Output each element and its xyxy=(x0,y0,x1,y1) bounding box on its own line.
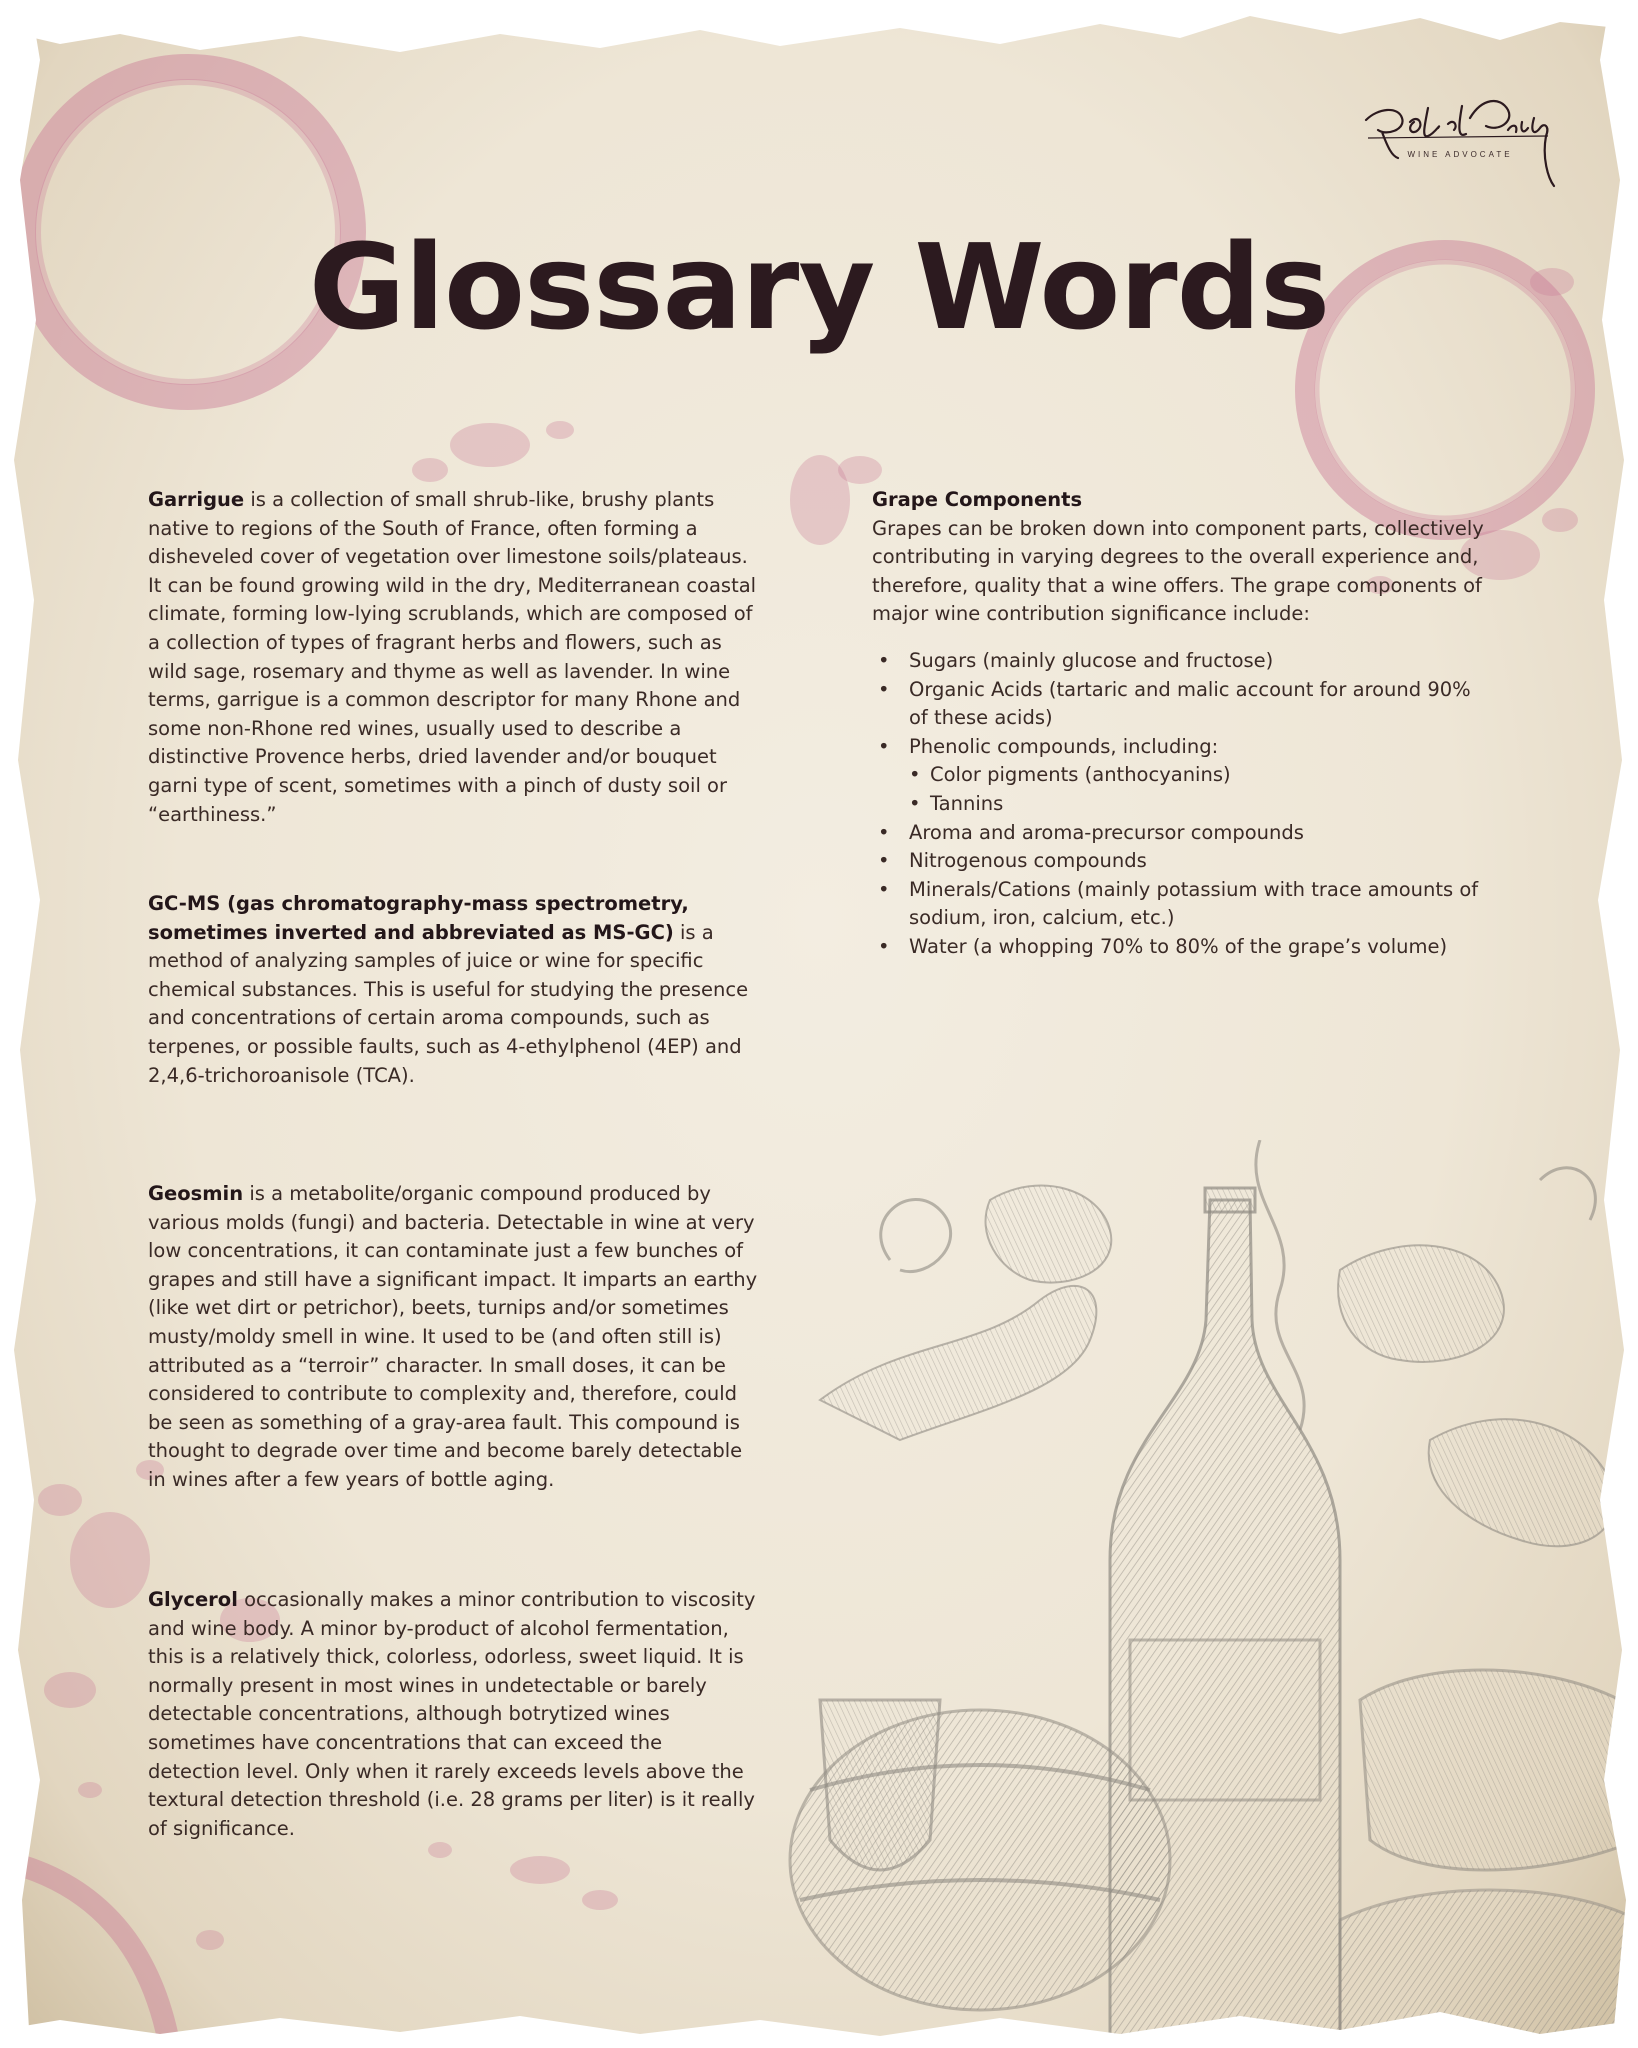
list-item-label: Phenolic compounds, including: xyxy=(909,734,1219,758)
entry-term: GC-MS (gas chromatography-mass spectrometry, sometimes inverted and abbreviated as MS-GC) xyxy=(148,892,689,944)
glossary-entry-garrigue xyxy=(148,486,760,829)
grape-components-section xyxy=(872,486,1487,962)
entry-definition: is a collection of small shrub-like, brushy plants native to regions of the South of France, often forming a disheveled cover of vegetation over limestone soils/plateaus. It can be found growing wild in the dry, Mediterranean coastal climate, forming low-lying scrublands, which are composed of a collection of types of fragrant herbs and flowers, such as wild sage, rosemary and thyme as well as lavender. In wine terms, garrigue is a common descriptor for many Rhone and some non-Rhone red wines, usually used to describe a distinctive Provence herbs, dried lavender and/or bouquet garni type of scent, sometimes with a pinch of dusty soil or “earthiness.” xyxy=(148,488,757,826)
entry-definition: is a method of analyzing samples of juice or wine for specific chemical substances. This is useful for studying the presence and concentrations of certain aroma compounds, such as terpenes, or possible faults, such as 4-ethylphenol (4EP) and 2,4,6-trichoroanisole (TCA). xyxy=(148,920,749,1087)
components-list xyxy=(872,647,1487,962)
sub-list-item: • Tannins xyxy=(909,790,1487,819)
sub-list-item: • Color pigments (anthocyanins) xyxy=(909,761,1487,790)
list-item: • Nitrogenous compounds xyxy=(872,847,1487,876)
list-item-phenolic xyxy=(872,733,1487,819)
list-item: • Water (a whopping 70% to 80% of the grape’s volume) xyxy=(872,933,1487,962)
phenolic-sublist xyxy=(909,761,1487,818)
glossary-entry-geosmin xyxy=(148,1180,760,1495)
section-heading: Grape Components xyxy=(872,488,1083,511)
entry-definition: occasionally makes a minor contribution to viscosity and wine body. A minor by-product of alcohol fermentation, this is a relatively thick, colorless, odorless, sweet liquid. It is normally present in most wines in undetectable or barely detectable concentrations, although botrytized wines sometimes have concentrations that can exceed the detection level. Only when it rarely exceeds levels above the textural detection threshold (i.e. 28 grams per liter) is it really of significance. xyxy=(148,1588,756,1840)
wine-bottle-engraving-illustration xyxy=(780,1140,1638,2048)
signature-mark xyxy=(1358,78,1568,188)
glossary-entry-glycerol xyxy=(148,1586,760,1843)
entry-term: Garrigue xyxy=(148,488,245,511)
entry-definition: is a metabolite/organic compound produced by various molds (fungi) and bacteria. Detectable in wine at very low concentrations, it can contaminate just a few bunches of grapes and still have a significant impact. It imparts an earthy (like wet dirt or petrichor), beets, turnips and/or sometimes musty/moldy smell in wine. It used to be (and often still is) attributed as a “terroir” character. In small doses, it can be considered to contribute to complexity and, therefore, could be seen as something of a gray-area fault. This compound is thought to degrade over time and become barely detectable in wines after a few years of bottle aging. xyxy=(148,1182,758,1491)
glossary-entry-gc-ms xyxy=(148,890,760,1090)
list-item: • Sugars (mainly glucose and fructose) xyxy=(872,647,1487,676)
wine-advocate-tagline: WINE ADVOCATE xyxy=(1407,150,1513,159)
section-intro: Grapes can be broken down into component parts, collectively contributing in varying degrees to the overall experience and, therefore, quality that a wine offers. The grape components of major wine contribution significance include: xyxy=(872,516,1484,626)
entry-term: Geosmin xyxy=(148,1182,244,1205)
page-title: Glossary Words xyxy=(308,218,1330,356)
list-item: • Organic Acids (tartaric and malic account for around 90% of these acids) xyxy=(872,676,1487,733)
list-item: • Aroma and aroma-precursor compounds xyxy=(872,819,1487,848)
robert-parker-logo xyxy=(1358,78,1568,188)
list-item: • Minerals/Cations (mainly potassium with trace amounts of sodium, iron, calcium, etc.) xyxy=(872,876,1487,933)
entry-term: Glycerol xyxy=(148,1588,238,1611)
